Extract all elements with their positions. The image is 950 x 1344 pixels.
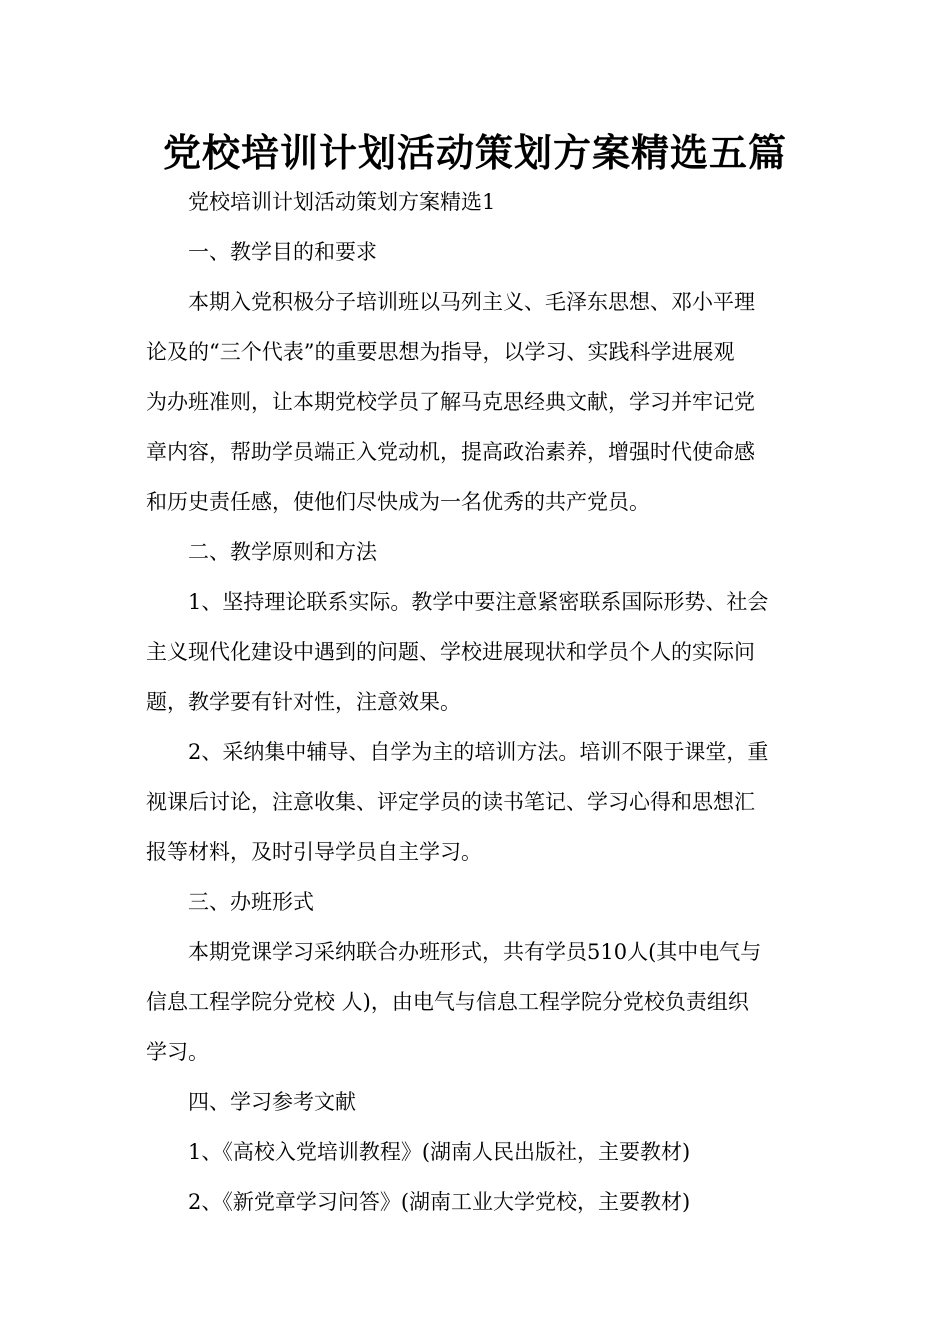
section-heading-1	[146, 227, 806, 277]
text-line: 论及的“三个代表”的重要思想为指导，以学习、实践科学进展观	[146, 340, 735, 364]
section-subtitle	[146, 177, 806, 227]
text-line: 二、教学原则和方法	[188, 540, 377, 564]
text-line: 1、《高校入党培训教程》(湖南人民出版社，主要教材)	[188, 1140, 691, 1164]
reference-item-1	[146, 1127, 806, 1177]
text-line: 视课后讨论，注意收集、评定学员的读书笔记、学习心得和思想汇	[146, 790, 755, 814]
paragraph-3	[146, 727, 806, 877]
paragraph-4	[146, 927, 806, 1077]
text-line: 三、办班形式	[188, 890, 314, 914]
text-line: 本期入党积极分子培训班以马列主义、毛泽东思想、邓小平理	[188, 290, 755, 314]
text-line: 1、坚持理论联系实际。教学中要注意紧密联系国际形势、社会	[188, 590, 769, 614]
text-line: 2、采纳集中辅导、自学为主的培训方法。培训不限于课堂，重	[188, 740, 769, 764]
text-line: 章内容，帮助学员端正入党动机，提高政治素养，增强时代使命感	[146, 440, 755, 464]
paragraph-2	[146, 577, 806, 727]
text-line: 党校培训计划活动策划方案精选1	[188, 190, 496, 214]
text-line: 一、教学目的和要求	[188, 240, 377, 264]
text-line: 为办班准则，让本期党校学员了解马克思经典文献，学习并牢记党	[146, 390, 755, 414]
text-line: 和历史责任感，使他们尽快成为一名优秀的共产党员。	[146, 490, 650, 514]
reference-item-2	[146, 1177, 806, 1227]
text-line: 本期党课学习采纳联合办班形式，共有学员510人(其中电气与	[188, 940, 762, 964]
paragraph-1	[146, 277, 806, 527]
text-line: 题，教学要有针对性，注意效果。	[146, 690, 461, 714]
section-heading-3	[146, 877, 806, 927]
text-line: 主义现代化建设中遇到的问题、学校进展现状和学员个人的实际问	[146, 640, 755, 664]
section-heading-2	[146, 527, 806, 577]
text-line: 报等材料，及时引导学员自主学习。	[146, 840, 482, 864]
text-line: 2、《新党章学习问答》(湖南工业大学党校，主要教材)	[188, 1190, 691, 1214]
document-title: 党校培训计划活动策划方案精选五篇	[162, 130, 787, 175]
text-line: 信息工程学院分党校 人)，由电气与信息工程学院分党校负责组织	[146, 990, 749, 1014]
text-line: 四、学习参考文献	[188, 1090, 356, 1114]
section-heading-4	[146, 1077, 806, 1127]
text-line: 学习。	[146, 1040, 209, 1064]
